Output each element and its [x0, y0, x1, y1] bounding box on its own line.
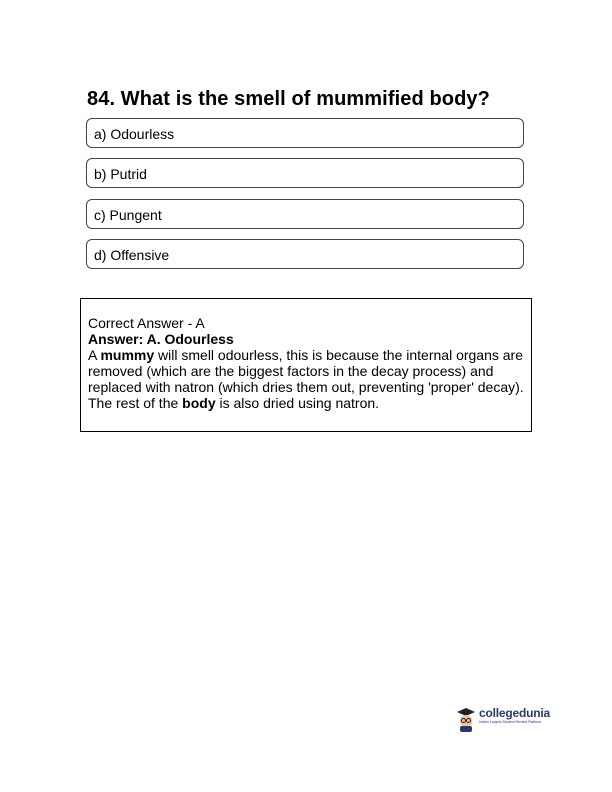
option-d[interactable]: d) Offensive [86, 239, 524, 269]
correct-answer-line: Correct Answer - A [88, 315, 205, 331]
answer-title: Answer: A. Odourless [88, 331, 234, 347]
option-a[interactable]: a) Odourless [86, 118, 524, 148]
explanation-bold-mummy: mummy [100, 347, 155, 363]
answer-explanation [88, 347, 524, 411]
logo-name: collegedunia [479, 706, 550, 720]
graduate-mascot-icon [455, 706, 477, 732]
explanation-text-3: is also dried using natron. [215, 395, 380, 411]
explanation-bold-body: body [182, 395, 216, 411]
question-title: 84. What is the smell of mummified body? [87, 88, 490, 110]
option-b[interactable]: b) Putrid [86, 158, 524, 188]
collegedunia-logo [455, 706, 550, 732]
option-c[interactable]: c) Pungent [86, 199, 524, 229]
logo-tagline: India's Largest Student Review Platform [479, 720, 542, 724]
explanation-text-2: will smell odourless, this is because the internal organs are removed (which are the biggest factors in the decay process) and replaced with natron (which dries them out, preventing 'proper' decay). The rest of the [88, 347, 524, 411]
answer-box [80, 298, 532, 432]
explanation-text-1: A [88, 347, 101, 363]
